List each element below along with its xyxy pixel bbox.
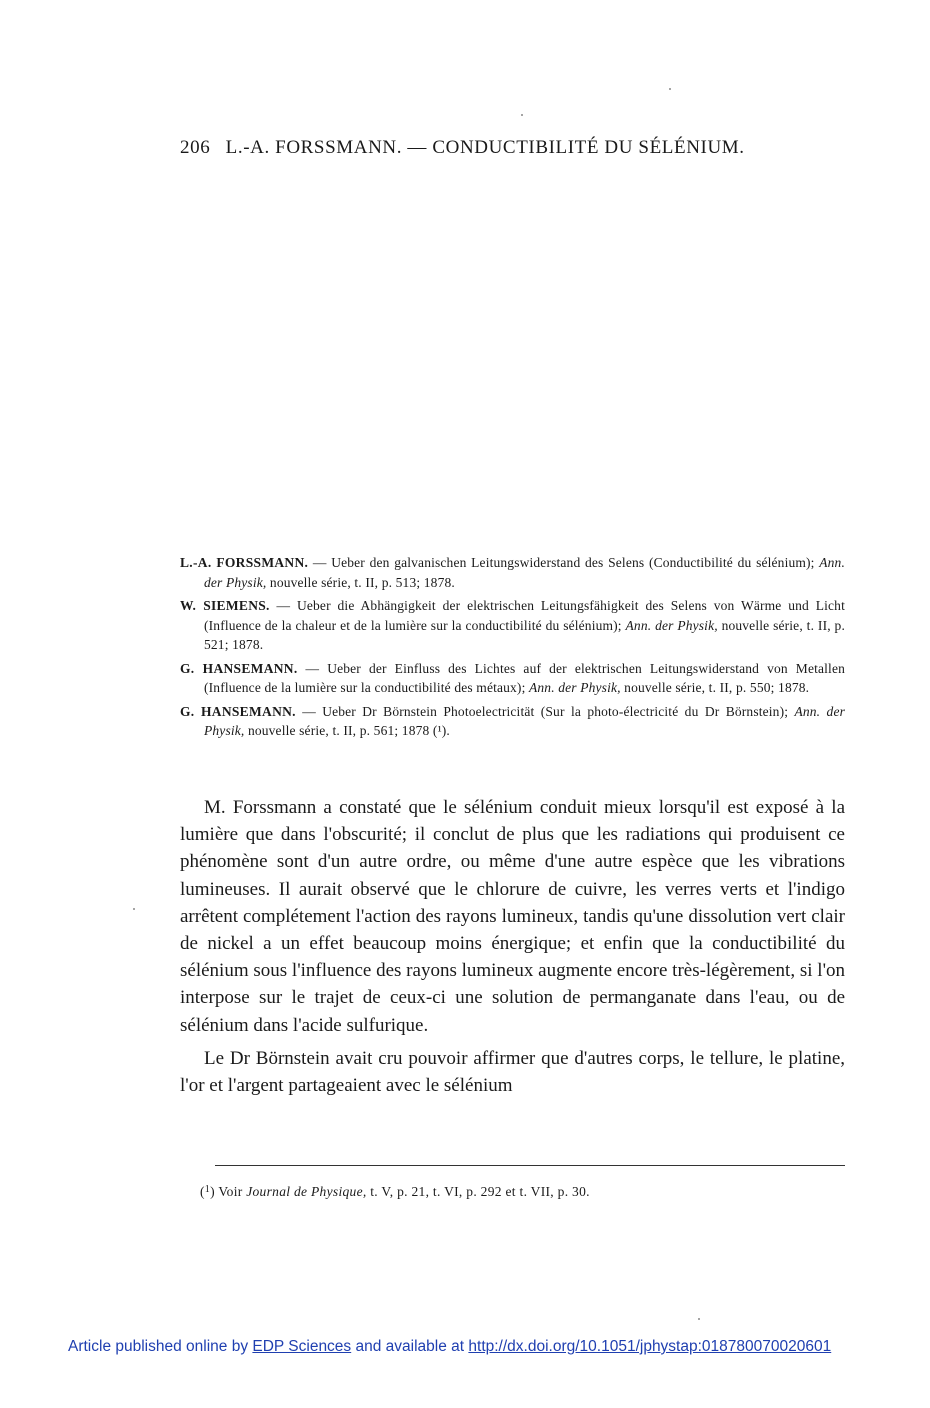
doi-link[interactable]: http://dx.doi.org/10.1051/jphystap:018780070020601 (468, 1338, 832, 1355)
reference-tail: nouvelle série, t. II, p. 561; 1878 (¹). (244, 723, 450, 738)
body-text (180, 794, 845, 1105)
publication-banner (68, 1338, 868, 1356)
reference-item (180, 659, 845, 698)
reference-item (180, 596, 845, 655)
reference-author: G. HANSEMANN. (180, 660, 298, 676)
reference-text: — Ueber den galvanischen Leitungswiderstand des Selens (Conductibilité du sélénium); (308, 555, 820, 570)
publisher-link[interactable]: EDP Sciences (252, 1338, 352, 1355)
footnote-text: t. V, p. 21, t. VI, p. 292 et t. VII, p. 30. (366, 1184, 590, 1199)
banner-middle: and available at (351, 1338, 469, 1355)
running-title: L.-A. FORSSMANN. — CONDUCTIBILITÉ DU SÉLÉNIUM. (225, 137, 745, 158)
running-header (180, 137, 820, 159)
scan-speck (521, 114, 523, 116)
footnote-mark: 1 (204, 1184, 211, 1195)
reference-journal: Ann. der Physik, (204, 703, 845, 738)
reference-text: — Ueber der Einfluss des Lichtes auf der elektrischen Leitungswiderstand von Metallen (Influence de la lumière sur la conductibilité des métaux); (204, 660, 845, 695)
banner-prefix: Article published online by (68, 1338, 253, 1355)
reference-item (180, 702, 845, 741)
reference-text: — Ueber die Abhängigkeit der elektrischen Leitungsfähigkeit des Selens von Wärme und Licht (Influence de la chaleur et de la lumière sur la conductibilité du sélénium); (204, 598, 845, 633)
body-paragraph: Le Dr Börnstein avait cru pouvoir affirmer que d'autres corps, le tellure, le platine, l'or et l'argent partageaient avec le sélénium (180, 1047, 845, 1097)
reference-tail: nouvelle série, t. II, p. 521; 1878. (204, 617, 845, 652)
reference-journal: Ann. der Physik, (529, 680, 621, 695)
reference-author: W. SIEMENS. (180, 598, 270, 613)
footnote-rule (215, 1165, 845, 1166)
reference-text: — Ueber Dr Börnstein Photoelectricität (Sur la photo-électricité du Dr Börnstein); (295, 703, 795, 719)
reference-tail: nouvelle série, t. II, p. 513; 1878. (266, 574, 455, 590)
page-number: 206 (180, 137, 211, 158)
footnote: ($^1$) Voir Journal de Physique, t. V, p. 21, t. VI, p. 292 et t. VII, p. 30. (200, 1184, 590, 1199)
reference-author: G. HANSEMANN. (180, 703, 296, 719)
reference-journal: Ann. der Physik, (204, 555, 845, 590)
reference-tail: nouvelle série, t. II, p. 550; 1878. (620, 680, 810, 695)
body-paragraph: M. Forssmann a constaté que le sélénium conduit mieux lorsqu'il est exposé à la lumière que dans l'obscurité; il conclut de plus que les radiations qui produisent ce phénomène sont d'un autre ordre, ou même d'une autre espèce que les vibrations lumineuses. Il aurait observé que le chlorure de cuivre, les verres verts et l'indigo arrêtent complétement l'action des rayons lumineux, tandis qu'une dissolution vert clair de nickel a un effet beaucoup moins énergique; et enfin que la conductibilité du sélénium sous l'influence des rayons lumineux augmente encore très-légèrement, si l'on interpose sur le trajet de ceux-ci une solution de permanganate dans l'eau, ou de sélénium dans l'acide sulfurique. (180, 797, 845, 1036)
reference-author: L.-A. FORSSMANN. (180, 555, 309, 570)
reference-list (180, 553, 845, 745)
footnote-journal: Journal de Physique, (246, 1184, 367, 1199)
reference-journal: Ann. der Physik, (625, 617, 718, 633)
scan-speck (133, 908, 135, 910)
footnote-prefix: Voir (214, 1184, 247, 1199)
scan-speck (669, 88, 671, 90)
reference-item (180, 553, 845, 592)
scan-speck (698, 1318, 700, 1320)
